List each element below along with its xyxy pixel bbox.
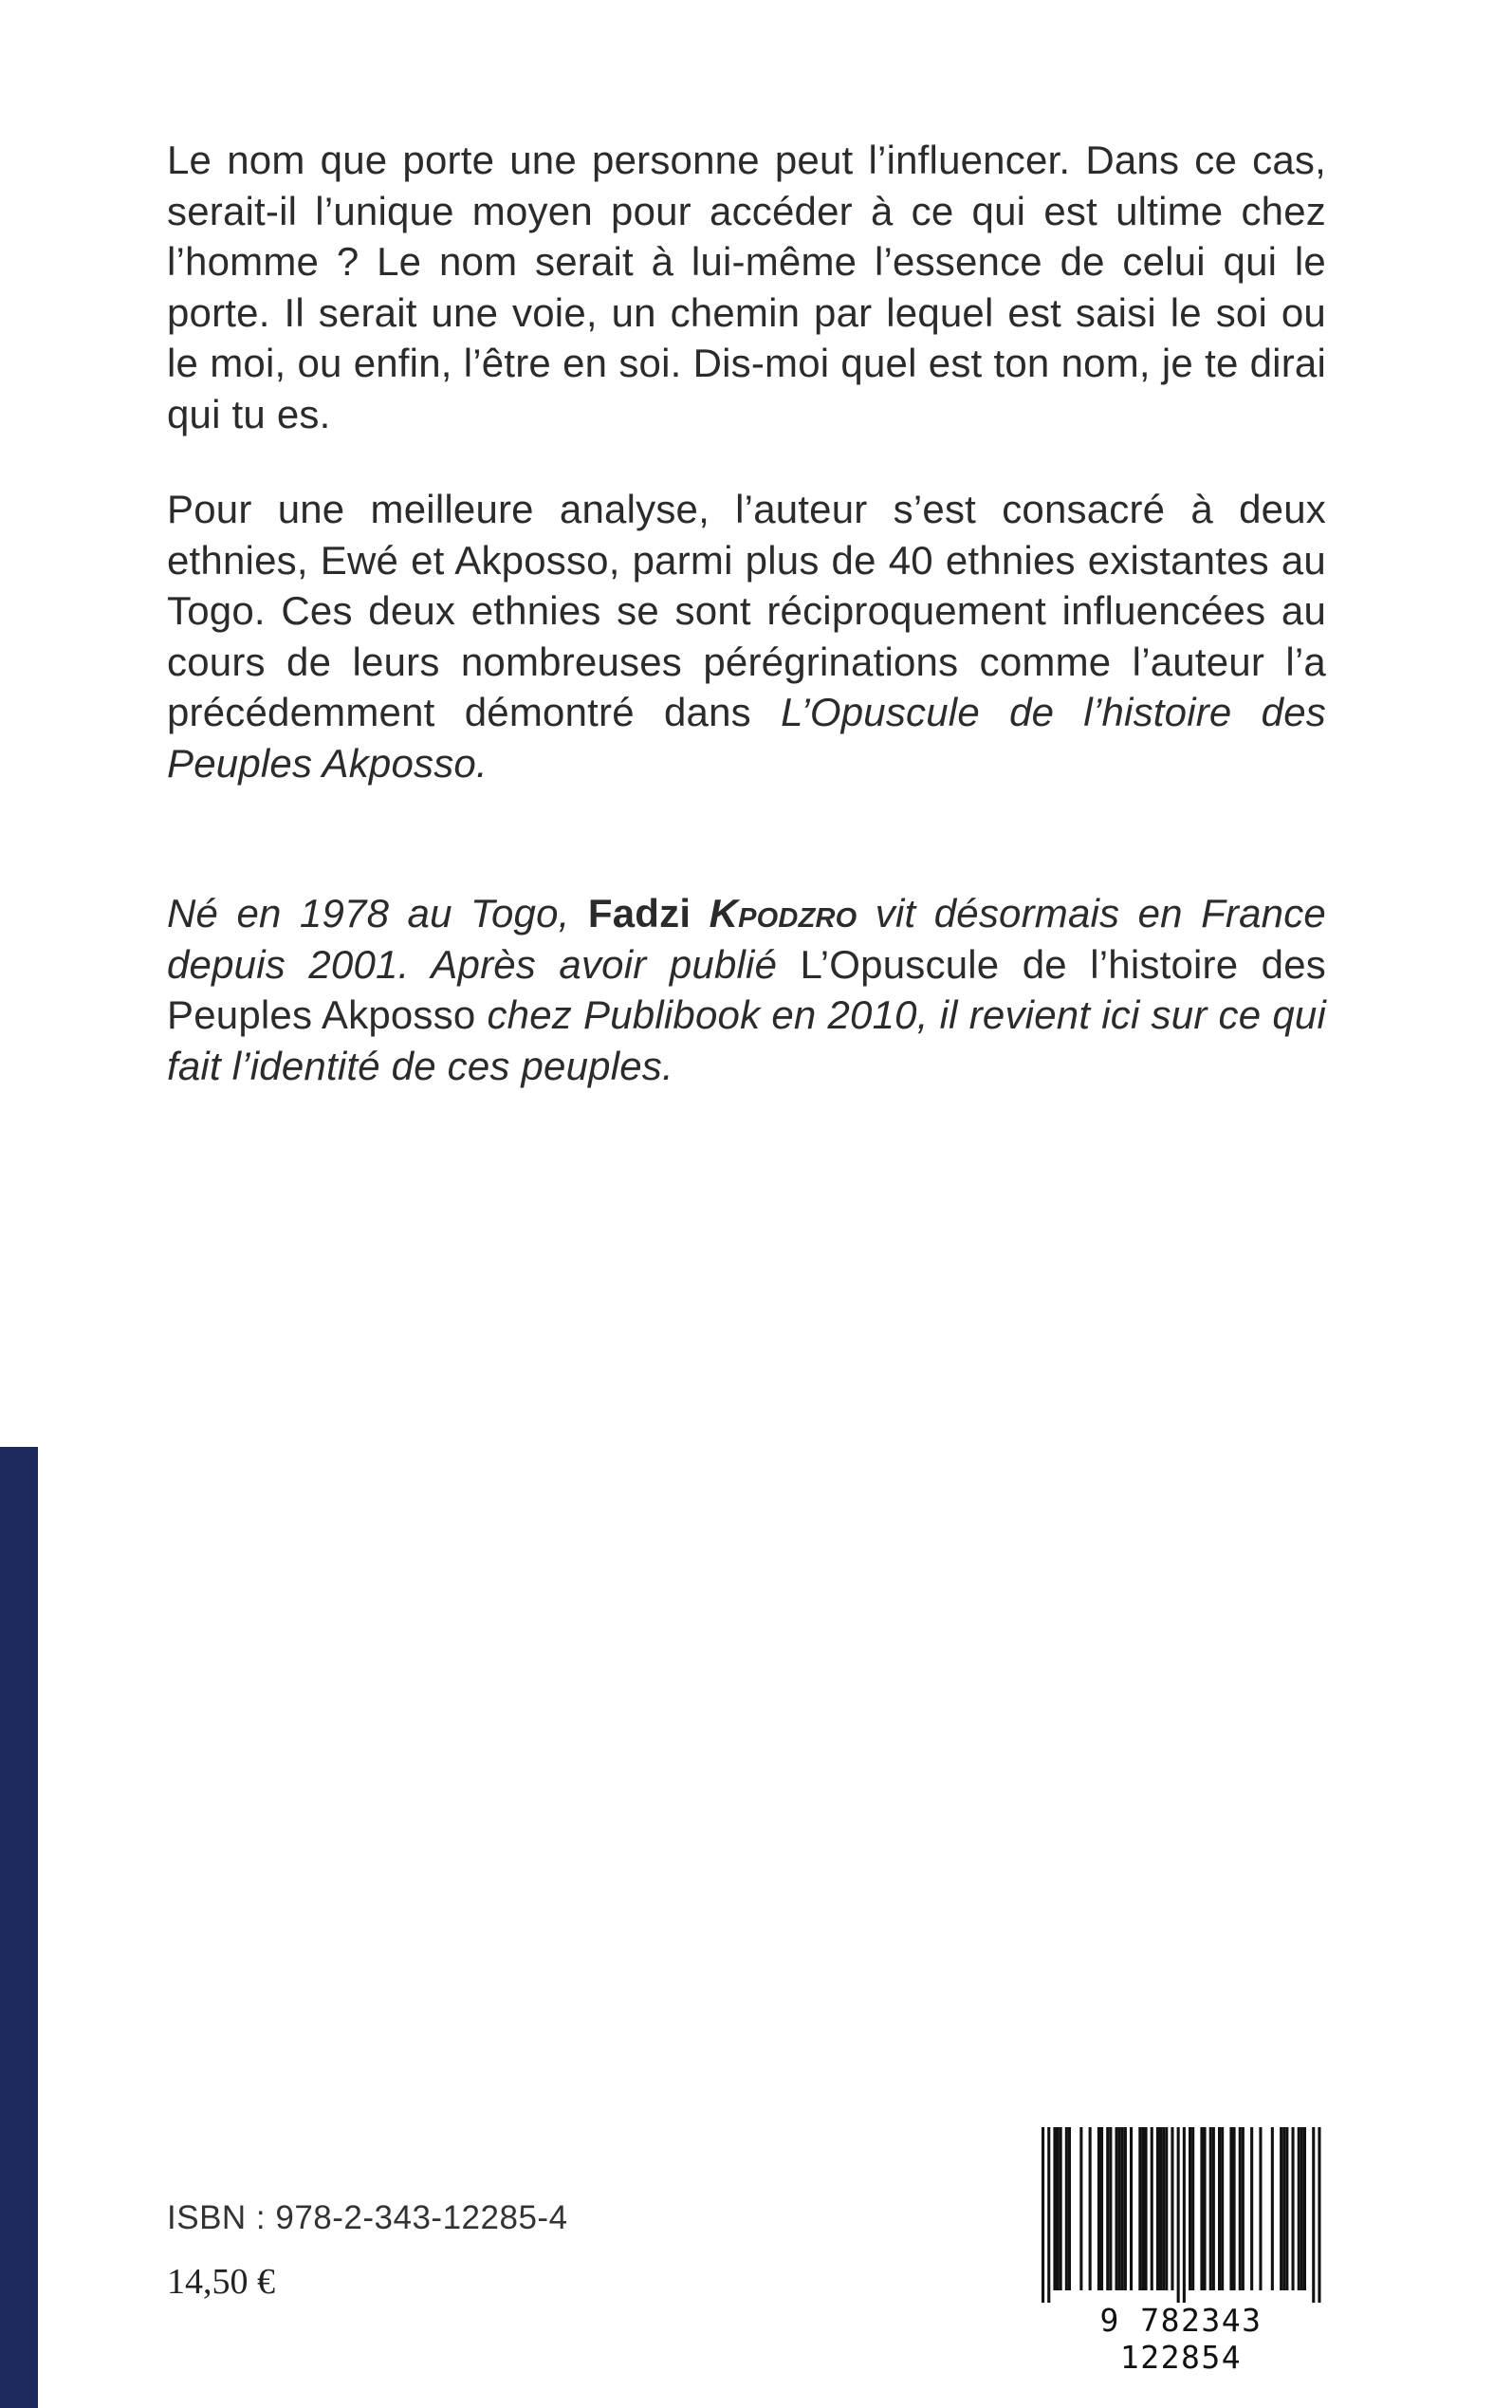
- barcode-bar: [1200, 2127, 1203, 2290]
- barcode-bar: [1089, 2127, 1092, 2290]
- barcode-bar: [1171, 2127, 1173, 2290]
- summary-paragraph-1: Le nom que porte une personne peut l’influencer. Dans ce cas, serait-il l’unique moyen pour accéder à ce qui est ultime chez l’homme ? Le nom serait à lui-même l’essence de celui qui le porte. Il serait une voie, un chemin par lequel est saisi le soi ou le moi, ou enfin, l’être en soi. Dis-moi quel est ton nom, je te dirai qui tu es.: [167, 138, 1326, 436]
- barcode-bar: [1218, 2127, 1221, 2290]
- author-bio: [167, 888, 1326, 1091]
- summary-paragraph-2: [167, 484, 1326, 788]
- barcode-bar: [1239, 2127, 1242, 2290]
- barcode-bar: [1151, 2127, 1153, 2290]
- barcode-bar: [1106, 2127, 1109, 2290]
- barcode-bar: [1138, 2127, 1141, 2290]
- barcode-bar: [1221, 2127, 1224, 2290]
- barcode-bar: [1177, 2127, 1180, 2303]
- barcode-bar: [1285, 2127, 1288, 2290]
- barcode-bar: [1121, 2127, 1124, 2290]
- barcode-bar: [1042, 2127, 1044, 2303]
- barcode-bar: [1183, 2127, 1186, 2303]
- barcode-bar: [1212, 2127, 1215, 2290]
- barcode: [1030, 2127, 1332, 2376]
- barcode-bar: [1060, 2127, 1062, 2290]
- barcode-bars: [1030, 2127, 1332, 2303]
- isbn-label: ISBN : 978-2-343-12285-4: [167, 2199, 568, 2236]
- barcode-bar: [1282, 2127, 1285, 2290]
- barcode-bar: [1097, 2127, 1100, 2290]
- barcode-digits: 9 782343 122854: [1099, 2302, 1263, 2376]
- barcode-bar: [1250, 2127, 1253, 2290]
- author-bio-middle: vit désormais en France depuis 2001. Après avoir publié: [167, 891, 1326, 987]
- barcode-bar: [1053, 2127, 1056, 2290]
- barcode-bar: [1229, 2127, 1232, 2290]
- barcode-bar: [1312, 2127, 1315, 2303]
- barcode-bar: [1189, 2127, 1191, 2290]
- barcode-bar: [1204, 2127, 1207, 2290]
- barcode-bar: [1068, 2127, 1071, 2290]
- summary-book-title: L’Opuscule de l’histoire des Peuples Akposso.: [167, 690, 1326, 786]
- barcode-bar: [1271, 2127, 1274, 2290]
- barcode-bar: [1079, 2127, 1082, 2290]
- author-first-name: Fadzi: [587, 891, 710, 935]
- barcode-bar: [1141, 2127, 1144, 2290]
- barcode-bar: [1259, 2127, 1262, 2290]
- price-label: 14,50 €: [167, 2262, 275, 2302]
- summary-paragraph-2-text: Pour une meilleure analyse, l’auteur s’est consacré à deux ethnies, Ewé et Akposso, parmi plus de 40 ethnies existantes au Togo. Ces deux ethnies se sont réciproquement influencées au cours de leurs nombreuses pérégrinations comme l’auteur l’a précédemment démontré dans: [167, 487, 1326, 734]
- spine-color-bar: [0, 1447, 38, 2408]
- barcode-bar: [1124, 2127, 1127, 2290]
- barcode-bar: [1318, 2127, 1320, 2303]
- barcode-bar: [1303, 2127, 1306, 2290]
- barcode-bar: [1156, 2127, 1159, 2290]
- barcode-bar: [1116, 2127, 1118, 2290]
- barcode-bar: [1162, 2127, 1165, 2290]
- barcode-bar: [1209, 2127, 1212, 2290]
- barcode-bar: [1191, 2127, 1194, 2290]
- author-bio-intro: Né en 1978 au Togo,: [167, 891, 588, 935]
- barcode-bar: [1233, 2127, 1236, 2290]
- author-last-name: Kpodzro: [709, 891, 857, 935]
- barcode-bar: [1130, 2127, 1133, 2290]
- barcode-bar: [1165, 2127, 1168, 2290]
- barcode-bar: [1292, 2127, 1295, 2290]
- barcode-bar: [1242, 2127, 1245, 2290]
- author-book-title: L’Opuscule de l’histoire des Peuples Akposso: [167, 941, 1327, 1037]
- barcode-bar: [1280, 2127, 1282, 2290]
- barcode-bar: [1118, 2127, 1121, 2290]
- barcode-bar: [1057, 2127, 1060, 2290]
- barcode-bar: [1145, 2127, 1148, 2290]
- barcode-bar: [1065, 2127, 1068, 2290]
- author-bio-end: chez Publibook en 2010, il revient ici sur ce qui fait l’identité de ces peuples.: [167, 992, 1326, 1088]
- barcode-bar: [1300, 2127, 1303, 2290]
- barcode-bar: [1159, 2127, 1162, 2290]
- barcode-bar: [1047, 2127, 1050, 2303]
- barcode-bar: [1298, 2127, 1300, 2290]
- barcode-bar: [1100, 2127, 1103, 2290]
- barcode-bar: [1109, 2127, 1112, 2290]
